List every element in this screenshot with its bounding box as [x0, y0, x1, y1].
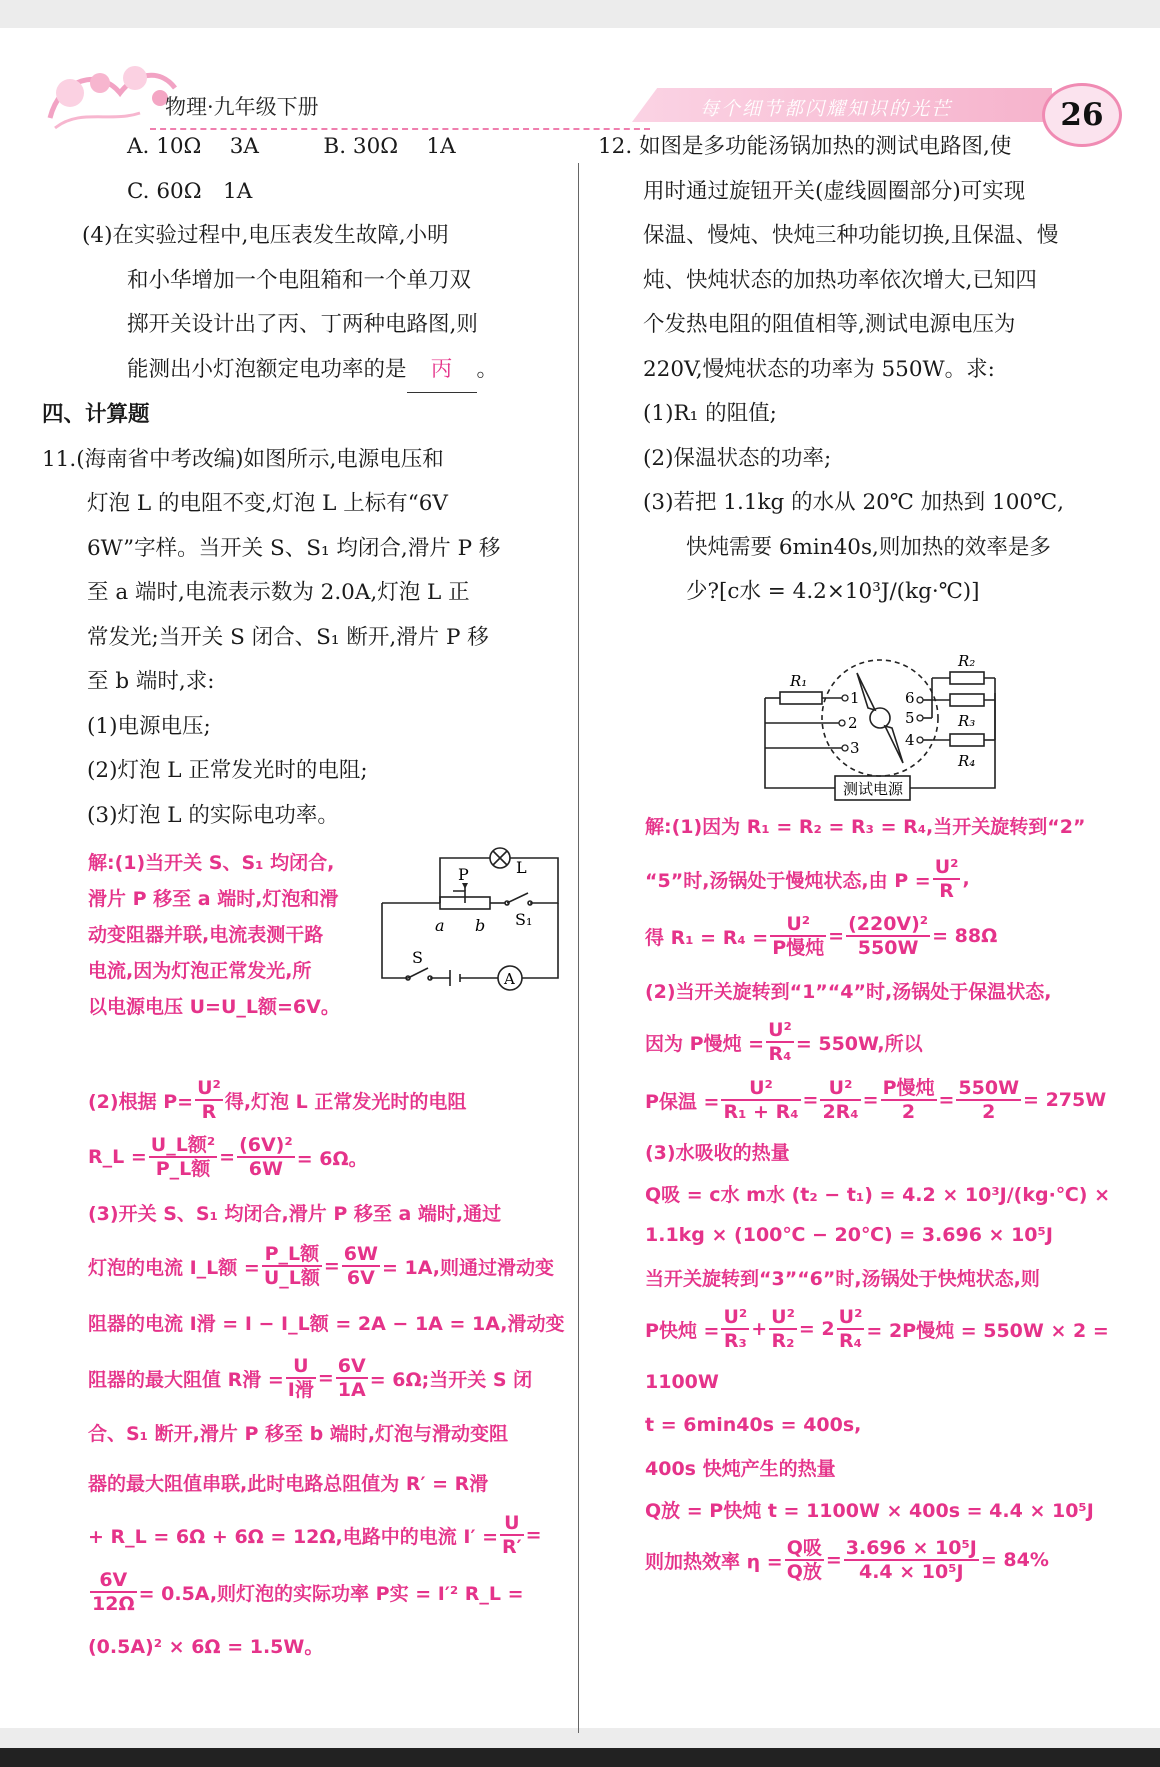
fraction: $\frac{\text{U²}}{R}$	[197, 1077, 221, 1123]
contact-3-label: 3	[850, 739, 860, 757]
fraction: $\frac{550W}{2}$	[958, 1077, 1020, 1123]
solution-12	[645, 798, 1145, 1590]
fraction: $\frac{U}{R'}$	[502, 1512, 522, 1558]
option-c: C. 60Ω 1A	[127, 178, 253, 204]
fraction: $\frac{\text{U²}}{\text{R₂}}$	[771, 1306, 795, 1352]
sol-line: (3)水吸收的热量	[645, 1141, 790, 1164]
section-heading: 四、计算题	[42, 402, 150, 427]
sol-line: 滑片 P 移至 a 端时,灯泡和滑	[88, 888, 339, 910]
fraction: $\frac{\text{U\_L额²}}{\text{P\_L额}}$	[150, 1134, 216, 1180]
end-a-label: a	[435, 916, 445, 935]
fraction: $\frac{6W}{6V}$	[343, 1243, 378, 1289]
q4-answer-blank: 丙	[407, 348, 477, 394]
sol-line: (2)当开关旋转到“1”“4”时,汤锅处于保温状态,	[645, 980, 1052, 1003]
sol-line: 阻器的电流 I滑 = I − I_L额 = 2A − 1A = 1A,滑动变	[88, 1312, 565, 1335]
fraction: $\frac{\text{U²}}{\text{R₄}}$	[838, 1306, 863, 1352]
q12-line: 220V,慢炖状态的功率为 550W。求:	[643, 356, 995, 382]
fraction: $\frac{\text{Q吸}}{\text{Q放}}$	[786, 1537, 822, 1583]
switch1-label: S₁	[515, 910, 533, 929]
lamp-label: L	[516, 858, 527, 877]
left-column	[42, 125, 562, 838]
sol-line: (2)根据 P= $\frac{\text{U²}}{R}$ 得,灯泡 L 正常发光时的电阻	[88, 1077, 467, 1123]
slogan: 每个细节都闪耀知识的光芒	[700, 98, 953, 120]
q4-line: 能测出小灯泡额定电功率的是 丙 。	[42, 348, 562, 394]
contact-5-label: 5	[905, 709, 915, 727]
right-column	[598, 125, 1138, 615]
q11-line: 至 a 端时,电流表示数为 2.0A,灯泡 L 正	[87, 580, 470, 605]
fraction: $\frac{\text{U²}}{R}$	[934, 856, 959, 902]
sol-line: 器的最大阻值串联,此时电路总阻值为 R′ = R滑	[88, 1472, 489, 1495]
fraction: $\frac{\text{U²}}{\text{R₄}}$	[768, 1019, 792, 1065]
r2-label: R₂	[958, 652, 976, 670]
contact-2-label: 2	[848, 714, 858, 732]
circuit-diagram-12	[760, 648, 1020, 808]
contact-4-label: 4	[905, 731, 915, 749]
q12-line: 炖、快炖状态的加热功率依次增大,已知四	[643, 267, 1037, 293]
sol-line: 解:(1)因为 R₁ = R₂ = R₃ = R₄,当开关旋转到“2”	[645, 815, 1086, 838]
fraction: $\frac{\text{U²}}{\text{P慢炖}}$	[772, 913, 825, 959]
q4-line: 掷开关设计出了丙、丁两种电路图,则	[127, 312, 478, 337]
fraction: $\frac{6V}{12\Omega}$	[92, 1569, 135, 1615]
q12-line: (2)保温状态的功率;	[643, 445, 832, 471]
page-header	[0, 28, 1160, 133]
q11-line: 6W”字样。当开关 S、S₁ 均闭合,滑片 P 移	[87, 535, 501, 561]
circuit-diagram-11	[380, 843, 570, 993]
fraction: $\frac{\text{3.696 × 10⁵J}}{\text{4.4 × 10⁵J}}$	[845, 1537, 977, 1583]
sol-line: 1100W	[645, 1371, 719, 1393]
contact-1-label: 1	[850, 689, 860, 707]
sol-line: 1.1kg × (100℃ − 20℃) = 3.696 × 10⁵J	[645, 1224, 1053, 1246]
q12-line: (1)R₁ 的阻值;	[643, 401, 777, 426]
fraction: $\frac{\text{U²}}{\text{R₃}}$	[723, 1306, 748, 1352]
sol-line: Q放 = P快炖 t = 1100W × 400s = 4.4 × 10⁵J	[645, 1499, 1094, 1522]
sol-line: 解:(1)当开关 S、S₁ 均闭合,	[88, 852, 335, 874]
source-label: 测试电源	[843, 780, 904, 798]
q12-line: (3)若把 1.1kg 的水从 20℃ 加热到 100℃,	[643, 490, 1064, 515]
sol-line: 阻器的最大阻值 R滑 = $\frac{U}{\text{I滑}}$ = $\frac{6V}{1A}$ = 6Ω;当开关 S 闭	[88, 1355, 533, 1401]
document-sheet	[0, 28, 1160, 1728]
column-divider	[578, 163, 579, 1733]
sol-line: 400s 快炖产生的热量	[645, 1457, 836, 1480]
sol-line: P保温 = $\frac{\text{U²}}{\text{R₁ + R₄}}$ = $\frac{\text{U²}}{\text{2R₄}}$ = $\frac{\text{P慢炖}}{2}$ = $\frac{550W}{2}$ = 275W	[645, 1077, 1107, 1123]
q11-line: (3)灯泡 L 的实际电功率。	[87, 802, 339, 828]
fraction: $\frac{\text{U²}}{\text{2R₄}}$	[822, 1077, 859, 1123]
q12-line: 少?[c水 = 4.2×10³J/(kg·℃)]	[686, 579, 980, 604]
q11-line: 11.(海南省中考改编)如图所示,电源电压和	[42, 446, 444, 472]
sol-line: 动变阻器并联,电流表测干路	[88, 924, 324, 946]
fraction: $\frac{6V}{1A}$	[337, 1355, 366, 1401]
r1-label: R₁	[790, 672, 808, 690]
switch-label: S	[412, 948, 423, 967]
fraction: $\frac{U}{\text{I滑}}$	[287, 1355, 314, 1401]
sol-line: R_L = $\frac{\text{U\_L额²}}{\text{P\_L额}}$ = $\frac{\text{(6V)²}}{6W}$ = 6Ω。	[88, 1134, 368, 1180]
sol-line: 电流,因为灯泡正常发光,所	[88, 960, 312, 982]
sol-line: 灯泡的电流 I_L额 = $\frac{\text{P\_L额}}{\text{U\_L额}}$ = $\frac{6W}{6V}$ = 1A,则通过滑动变	[88, 1243, 555, 1289]
sol-line: $\frac{6V}{12\Omega}$ = 0.5A,则灯泡的实际功率 P实 = I′² R_L =	[92, 1569, 524, 1615]
solution-11-part2	[88, 1073, 568, 1669]
book-title: 物理·九年级下册	[165, 95, 319, 119]
q12-line: 12. 如图是多功能汤锅加热的测试电路图,使	[598, 134, 1012, 159]
fraction: $\frac{\text{P\_L额}}{\text{U\_L额}}$	[263, 1243, 320, 1289]
solution-11-part1	[88, 845, 340, 1025]
sol-line: (0.5A)² × 6Ω = 1.5W。	[88, 1635, 324, 1658]
q4-line: (4)在实验过程中,电压表发生故障,小明	[82, 223, 449, 248]
r3-label: R₃	[958, 712, 976, 730]
sol-line: 因为 P慢炖 = $\frac{\text{U²}}{\text{R₄}}$ = 550W,所以	[645, 1019, 923, 1065]
sol-line: + R_L = 6Ω + 6Ω = 12Ω,电路中的电流 I′ = $\frac{U}{R'}$ =	[88, 1512, 542, 1558]
q11-line: 至 b 端时,求:	[87, 669, 215, 694]
option-a-b: A. 10Ω 3A B. 30Ω 1A	[127, 134, 456, 159]
ammeter-label: A	[504, 970, 515, 988]
q12-line: 快炖需要 6min40s,则加热的效率是多	[686, 534, 1051, 560]
fraction: $\frac{\text{(220V)²}}{550W}$	[848, 913, 929, 959]
fraction: $\frac{\text{P慢炖}}{2}$	[882, 1077, 935, 1123]
end-b-label: b	[475, 916, 486, 935]
q11-line: (1)电源电压;	[87, 713, 211, 739]
contact-6-label: 6	[905, 689, 915, 707]
sol-line: 则加热效率 η = $\frac{\text{Q吸}}{\text{Q放}}$ = $\frac{\text{3.696 × 10⁵J}}{\text{4.4 × 10⁵J}}$ = 84%	[645, 1537, 1049, 1583]
fraction: $\frac{\text{U²}}{\text{R₁ + R₄}}$	[723, 1077, 799, 1123]
q11-line: 灯泡 L 的电阻不变,灯泡 L 上标有“6V	[87, 491, 448, 516]
sol-line: (3)开关 S、S₁ 均闭合,滑片 P 移至 a 端时,通过	[88, 1202, 502, 1225]
q12-line: 用时通过旋钮开关(虚线圆圈部分)可实现	[643, 178, 1026, 204]
q12-line: 个发热电阻的阻值相等,测试电源电压为	[643, 312, 1016, 337]
sol-line: 当开关旋转到“3”“6”时,汤锅处于快炖状态,则	[645, 1267, 1040, 1290]
bottom-bar	[0, 1748, 1160, 1767]
sol-line: P快炖 = $\frac{\text{U²}}{\text{R₃}}$ + $\frac{\text{U²}}{\text{R₂}}$ = 2 $\frac{\text{U²}}{\text{R₄}}$ = 2P慢炖 = 550W × 2 =	[645, 1306, 1109, 1352]
q11-line: 常发光;当开关 S 闭合、S₁ 断开,滑片 P 移	[87, 624, 489, 650]
r4-label: R₄	[958, 752, 976, 770]
sol-line: Q吸 = c水 m水 (t₂ − t₁) = 4.2 × 10³J/(kg·℃) ×	[645, 1183, 1111, 1206]
sol-line: 合、S₁ 断开,滑片 P 移至 b 端时,灯泡与滑动变阻	[88, 1422, 509, 1445]
fraction: $\frac{\text{(6V)²}}{6W}$	[239, 1134, 293, 1180]
sol-line: t = 6min40s = 400s,	[645, 1414, 862, 1436]
q12-line: 保温、慢炖、快炖三种功能切换,且保温、慢	[643, 223, 1059, 248]
q11-line: (2)灯泡 L 正常发光时的电阻;	[87, 758, 368, 783]
sol-line: 得 R₁ = R₄ = $\frac{\text{U²}}{\text{P慢炖}}$ = $\frac{\text{(220V)²}}{550W}$ = 88Ω	[645, 913, 998, 959]
sol-line: “5”时,汤锅处于慢炖状态,由 P = $\frac{\text{U²}}{R}$ ,	[645, 856, 970, 902]
q4-line: 和小华增加一个电阻箱和一个单刀双	[127, 267, 472, 293]
slider-label: P	[458, 865, 469, 884]
sol-line: 以电源电压 U=U_L额=6V。	[88, 996, 340, 1018]
page-number: 26	[1042, 83, 1122, 147]
